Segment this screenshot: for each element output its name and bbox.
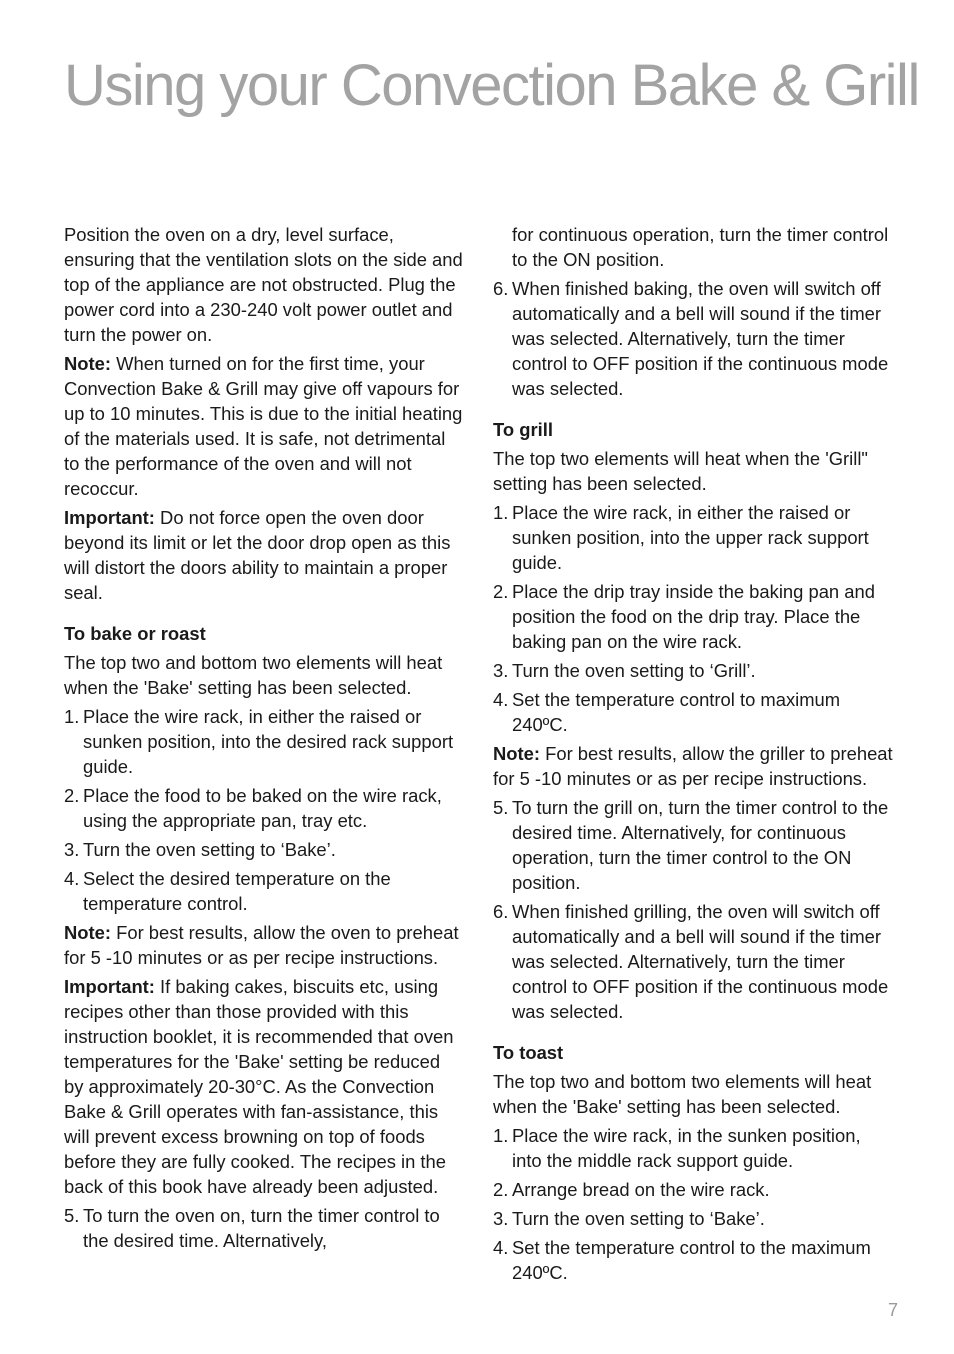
grill-heading: To grill: [493, 419, 553, 440]
list-item: [493, 500, 893, 575]
list-item: [64, 1203, 464, 1253]
step-text: Arrange bread on the wire rack.: [512, 1179, 770, 1200]
step-text: Set the temperature control to the maximum 240ºC.: [512, 1237, 871, 1283]
step-continuation: for continuous operation, turn the timer control to the ON position.: [512, 224, 889, 270]
list-item: [493, 276, 893, 401]
step-number: 4.: [64, 868, 80, 889]
step-text: Place the food to be baked on the wire rack, using the appropriate pan, tray etc.: [83, 785, 442, 831]
first-use-note: [64, 351, 464, 501]
step-number: 3.: [64, 839, 80, 860]
list-item: [64, 837, 464, 862]
step-number: 2.: [493, 581, 509, 602]
note-text: When turned on for the first time, your Convection Bake & Grill may give off vapours for up to 10 minutes. This is due to the initial heating of the materials used. It is safe, not detrimental to the performance of the oven and will not recoccur.: [64, 353, 463, 499]
list-item: [493, 687, 893, 737]
important-label: Important:: [64, 507, 155, 528]
list-item: [493, 795, 893, 895]
list-item: [493, 1235, 893, 1285]
step-text: Turn the oven setting to ‘Bake’.: [83, 839, 336, 860]
grill-steps-list-continued: [493, 795, 893, 1024]
step-number: 6.: [493, 901, 509, 922]
grill-preheat-note: [493, 741, 893, 791]
list-item: [64, 704, 464, 779]
baking-temperature-warning: [64, 974, 464, 1199]
intro-paragraph: Position the oven on a dry, level surface, ensuring that the ventilation slots on the side and top of the appliance are not obstructed. Plug the power cord into a 230-240 volt power outlet and turn the power on.: [64, 224, 463, 345]
bake-steps-list: [64, 704, 464, 916]
step-text: Set the temperature control to maximum 240ºC.: [512, 689, 841, 735]
step-text: When finished grilling, the oven will switch off automatically and a bell will sound if the timer was selected. Alternatively, turn the timer control to OFF position if the continuous mode was selected.: [512, 901, 889, 1022]
toast-steps-list: [493, 1123, 893, 1285]
step-number: 5.: [64, 1205, 80, 1226]
right-column: [493, 222, 893, 1289]
step-text: Select the desired temperature on the temperature control.: [83, 868, 391, 914]
step-number: 4.: [493, 689, 509, 710]
step-text: To turn the oven on, turn the timer control to the desired time. Alternatively,: [83, 1205, 440, 1251]
note-label: Note:: [493, 743, 540, 764]
important-text: If baking cakes, biscuits etc, using recipes other than those provided with this instruction booklet, it is recommended that oven temperatures for the 'Bake' setting be reduced by approximately 20-30°C. As the Convection Bake & Grill operates with fan-assistance, this will prevent excess browning on top of foods before they are fully cooked. The recipes in the back of this book have already been adjusted.: [64, 976, 454, 1197]
list-item: [493, 658, 893, 683]
step-number: 2.: [493, 1179, 509, 1200]
bake-heading: To bake or roast: [64, 623, 206, 644]
step-text: Turn the oven setting to ‘Bake’.: [512, 1208, 765, 1229]
list-item: [493, 579, 893, 654]
page-title: Using your Convection Bake & Grill: [64, 53, 919, 118]
step-number: 1.: [493, 1125, 509, 1146]
list-item: [493, 1177, 893, 1202]
list-item: [493, 1206, 893, 1231]
door-warning: [64, 505, 464, 605]
step-text: When finished baking, the oven will switch off automatically and a bell will sound if the timer was selected. Alternatively, turn the timer control to OFF position if the continuous mode was selected.: [512, 278, 889, 399]
step-number: 5.: [493, 797, 509, 818]
note-label: Note:: [64, 353, 111, 374]
grill-intro: The top two elements will heat when the 'Grill" setting has been selected.: [493, 448, 868, 494]
list-item: [493, 1123, 893, 1173]
important-label: Important:: [64, 976, 155, 997]
step-text: Place the wire rack, in the sunken position, into the middle rack support guide.: [512, 1125, 861, 1171]
left-column: [64, 222, 464, 1257]
toast-intro: The top two and bottom two elements will heat when the 'Bake' setting has been selected.: [493, 1071, 872, 1117]
step-number: 6.: [493, 278, 509, 299]
list-item: [64, 866, 464, 916]
page-number: 7: [888, 1300, 899, 1320]
step-text: To turn the grill on, turn the timer control to the desired time. Alternatively, for continuous operation, turn the timer control to the ON position.: [512, 797, 889, 893]
step-text: Place the drip tray inside the baking pan and position the food on the drip tray. Place the baking pan on the wire rack.: [512, 581, 875, 652]
list-item: [493, 899, 893, 1024]
step-number: 3.: [493, 1208, 509, 1229]
step-text: Place the wire rack, in either the raised or sunken position, into the upper rack support guide.: [512, 502, 869, 573]
step-number: 4.: [493, 1237, 509, 1258]
step-number: 1.: [64, 706, 80, 727]
step-text: Place the wire rack, in either the raised or sunken position, into the desired rack support guide.: [83, 706, 454, 777]
bake-intro: The top two and bottom two elements will heat when the 'Bake' setting has been selected.: [64, 652, 443, 698]
step-number: 1.: [493, 502, 509, 523]
step-number: 3.: [493, 660, 509, 681]
step-number: 2.: [64, 785, 80, 806]
list-item: [64, 783, 464, 833]
important-text: Do not force open the oven door beyond its limit or let the door drop open as this will distort the doors ability to maintain a proper seal.: [64, 507, 451, 603]
note-text: For best results, allow the griller to preheat for 5 -10 minutes or as per recipe instructions.: [493, 743, 893, 789]
preheat-note: [64, 920, 464, 970]
grill-steps-list: [493, 500, 893, 737]
note-label: Note:: [64, 922, 111, 943]
toast-heading: To toast: [493, 1042, 564, 1063]
step-text: Turn the oven setting to ‘Grill’.: [512, 660, 756, 681]
note-text: For best results, allow the oven to preheat for 5 -10 minutes or as per recipe instructions.: [64, 922, 459, 968]
